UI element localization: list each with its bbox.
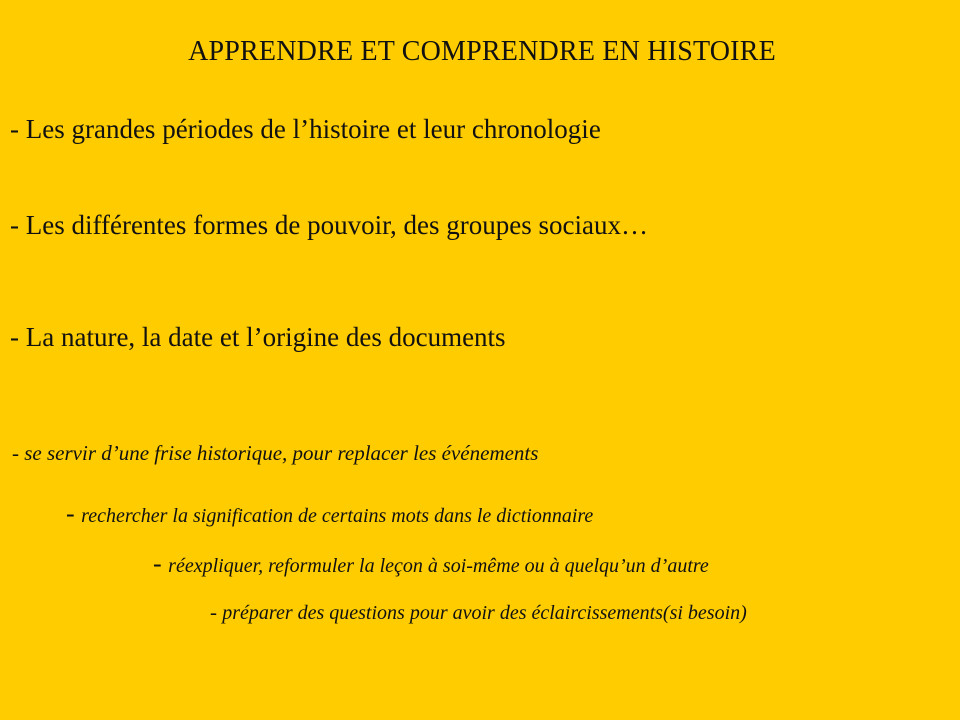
- sub-point-text: réexpliquer, reformuler la leçon à soi-même ou à quelqu’un d’autre: [168, 555, 709, 577]
- sub-point-text: rechercher la signification de certains mots dans le dictionnaire: [81, 505, 594, 527]
- bullet-dash: -: [12, 441, 25, 465]
- main-point-powers: - Les différentes formes de pouvoir, des groupes sociaux…: [10, 210, 648, 240]
- bullet-dash: -: [66, 499, 82, 528]
- sub-point-questions: [210, 600, 747, 625]
- bullet-dash: -: [153, 549, 169, 578]
- sub-point-reexplain: [153, 549, 709, 579]
- sub-point-text: préparer des questions pour avoir des éclaircissements(si besoin): [222, 602, 747, 624]
- main-point-periods: - Les grandes périodes de l’histoire et leur chronologie: [10, 114, 601, 144]
- sub-point-text: se servir d’une frise historique, pour replacer les événements: [24, 441, 539, 465]
- slide-title: APPRENDRE ET COMPRENDRE EN HISTOIRE: [188, 36, 776, 67]
- main-point-documents: - La nature, la date et l’origine des documents: [10, 322, 506, 352]
- bullet-dash: -: [210, 600, 223, 624]
- sub-point-timeline: [12, 441, 538, 466]
- sub-point-dictionary: [66, 499, 593, 529]
